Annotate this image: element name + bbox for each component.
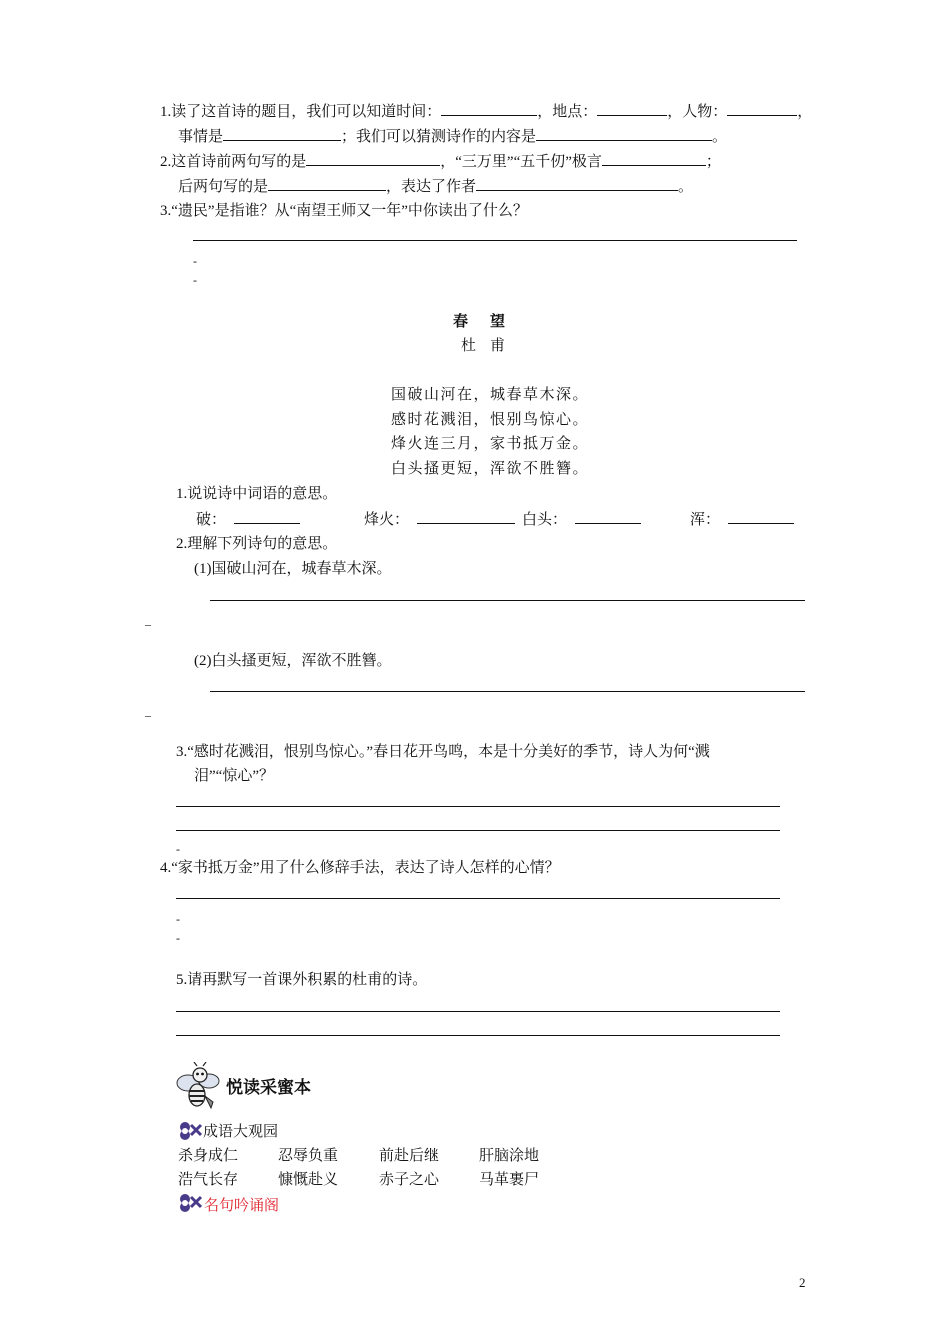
question-number: 2.: [160, 154, 172, 170]
answer-line[interactable]: [176, 830, 780, 831]
q3-line2: 泪”“惊心”？: [194, 768, 274, 784]
answer-line[interactable]: [176, 1011, 780, 1012]
word-hun: 浑：: [690, 509, 794, 530]
dash-mark: –: [145, 617, 151, 631]
dash-mark: -: [176, 931, 180, 945]
answer-blank-place[interactable]: [597, 101, 667, 116]
q1: 1.说说诗中词语的意思。: [176, 486, 338, 502]
answer-blank-last-lines[interactable]: [268, 176, 386, 191]
answer-blank-first-lines[interactable]: [306, 151, 440, 166]
question-number: 2.: [176, 536, 188, 552]
prev-q3: 3.“遗民”是指谁？从“南望王师又一年”中你读出了什么？: [160, 203, 528, 219]
word-baitou: 白头：: [522, 509, 641, 530]
dash-mark: -: [193, 254, 197, 268]
poem-line-4: 白头搔更短，浑欲不胜簪。: [390, 461, 589, 477]
answer-blank-event[interactable]: [223, 126, 341, 141]
question-number: 1.: [160, 104, 172, 120]
answer-line[interactable]: [193, 240, 797, 241]
prev-q2-line2: 后两句写的是 ，表达了作者 。: [178, 176, 693, 197]
answer-blank-baitou[interactable]: [575, 509, 641, 524]
idiom: 浩气长存: [178, 1172, 239, 1188]
answer-line[interactable]: [176, 1035, 780, 1036]
dash-mark: –: [145, 708, 151, 722]
flower-icon: [177, 1121, 203, 1141]
answer-blank-po[interactable]: [234, 509, 300, 524]
idiom: 忍辱负重: [278, 1148, 339, 1164]
prev-q1-line1: 1.读了这首诗的题目，我们可以知道时间： ，地点： ，人物： ，: [160, 101, 812, 122]
prev-q2-line1: 2.这首诗前两句写的是 ，“三万里”“五千仞”极言 ；: [160, 151, 721, 172]
poem-title: 春望: [452, 314, 527, 330]
poem-line-1: 国破山河在，城春草木深。: [390, 387, 589, 403]
question-number: 3.: [176, 744, 188, 760]
idiom: 马革裹尸: [479, 1172, 540, 1188]
poem-line-3: 烽火连三月，家书抵万金。: [390, 436, 589, 452]
word-po: 破：: [196, 509, 300, 530]
dash-mark: -: [176, 912, 180, 926]
q4: 4.“家书抵万金”用了什么修辞手法，表达了诗人怎样的心情？: [160, 860, 560, 876]
answer-blank-time[interactable]: [441, 101, 537, 116]
question-number: 4.: [160, 860, 172, 876]
answer-blank-fenghuo[interactable]: [417, 509, 515, 524]
q2-sub2: (2)白头搔更短，浑欲不胜簪。: [194, 653, 392, 669]
answer-line[interactable]: [176, 806, 780, 807]
answer-blank-author-feeling[interactable]: [476, 176, 678, 191]
question-number: 3.: [160, 203, 172, 219]
q5: 5.请再默写一首课外积累的杜甫的诗。: [176, 972, 428, 988]
answer-blank-person[interactable]: [727, 101, 797, 116]
answer-line[interactable]: [210, 691, 805, 692]
idiom: 肝脑涂地: [479, 1148, 540, 1164]
q2: 2.理解下列诗句的意思。: [176, 536, 338, 552]
word-fenghuo: 烽火：: [364, 509, 515, 530]
quotes-title: 名句吟诵阁: [204, 1198, 280, 1214]
prev-q1-line2: 事情是 ；我们可以猜测诗作的内容是 。: [178, 126, 727, 147]
dash-mark: -: [193, 273, 197, 287]
poem-author: 杜甫: [460, 338, 519, 354]
bee-icon: [175, 1062, 221, 1112]
idiom: 赤子之心: [379, 1172, 440, 1188]
idioms-title: 成语大观园: [203, 1124, 279, 1140]
q2-sub1: (1)国破山河在，城春草木深。: [194, 561, 392, 577]
flower-icon: [177, 1193, 203, 1213]
answer-blank-hun[interactable]: [728, 509, 794, 524]
idiom: 杀身成仁: [178, 1148, 239, 1164]
answer-line[interactable]: [176, 898, 780, 899]
poem-line-2: 感时花溅泪，恨别鸟惊心。: [390, 412, 589, 428]
question-number: 1.: [176, 486, 188, 502]
page-number: 2: [799, 1275, 806, 1290]
q3-line1: 3.“感时花溅泪，恨别鸟惊心。”春日花开鸟鸣，本是十分美好的季节，诗人为何“溅: [176, 744, 710, 760]
dash-mark: -: [176, 842, 180, 856]
idiom: 慷慨赴义: [278, 1172, 339, 1188]
idiom: 前赴后继: [379, 1148, 440, 1164]
reading-corner-title: 悦读采蜜本: [226, 1078, 311, 1098]
answer-blank-content[interactable]: [536, 126, 712, 141]
question-number: 5.: [176, 972, 188, 988]
answer-blank-extreme[interactable]: [602, 151, 706, 166]
answer-line[interactable]: [210, 600, 805, 601]
